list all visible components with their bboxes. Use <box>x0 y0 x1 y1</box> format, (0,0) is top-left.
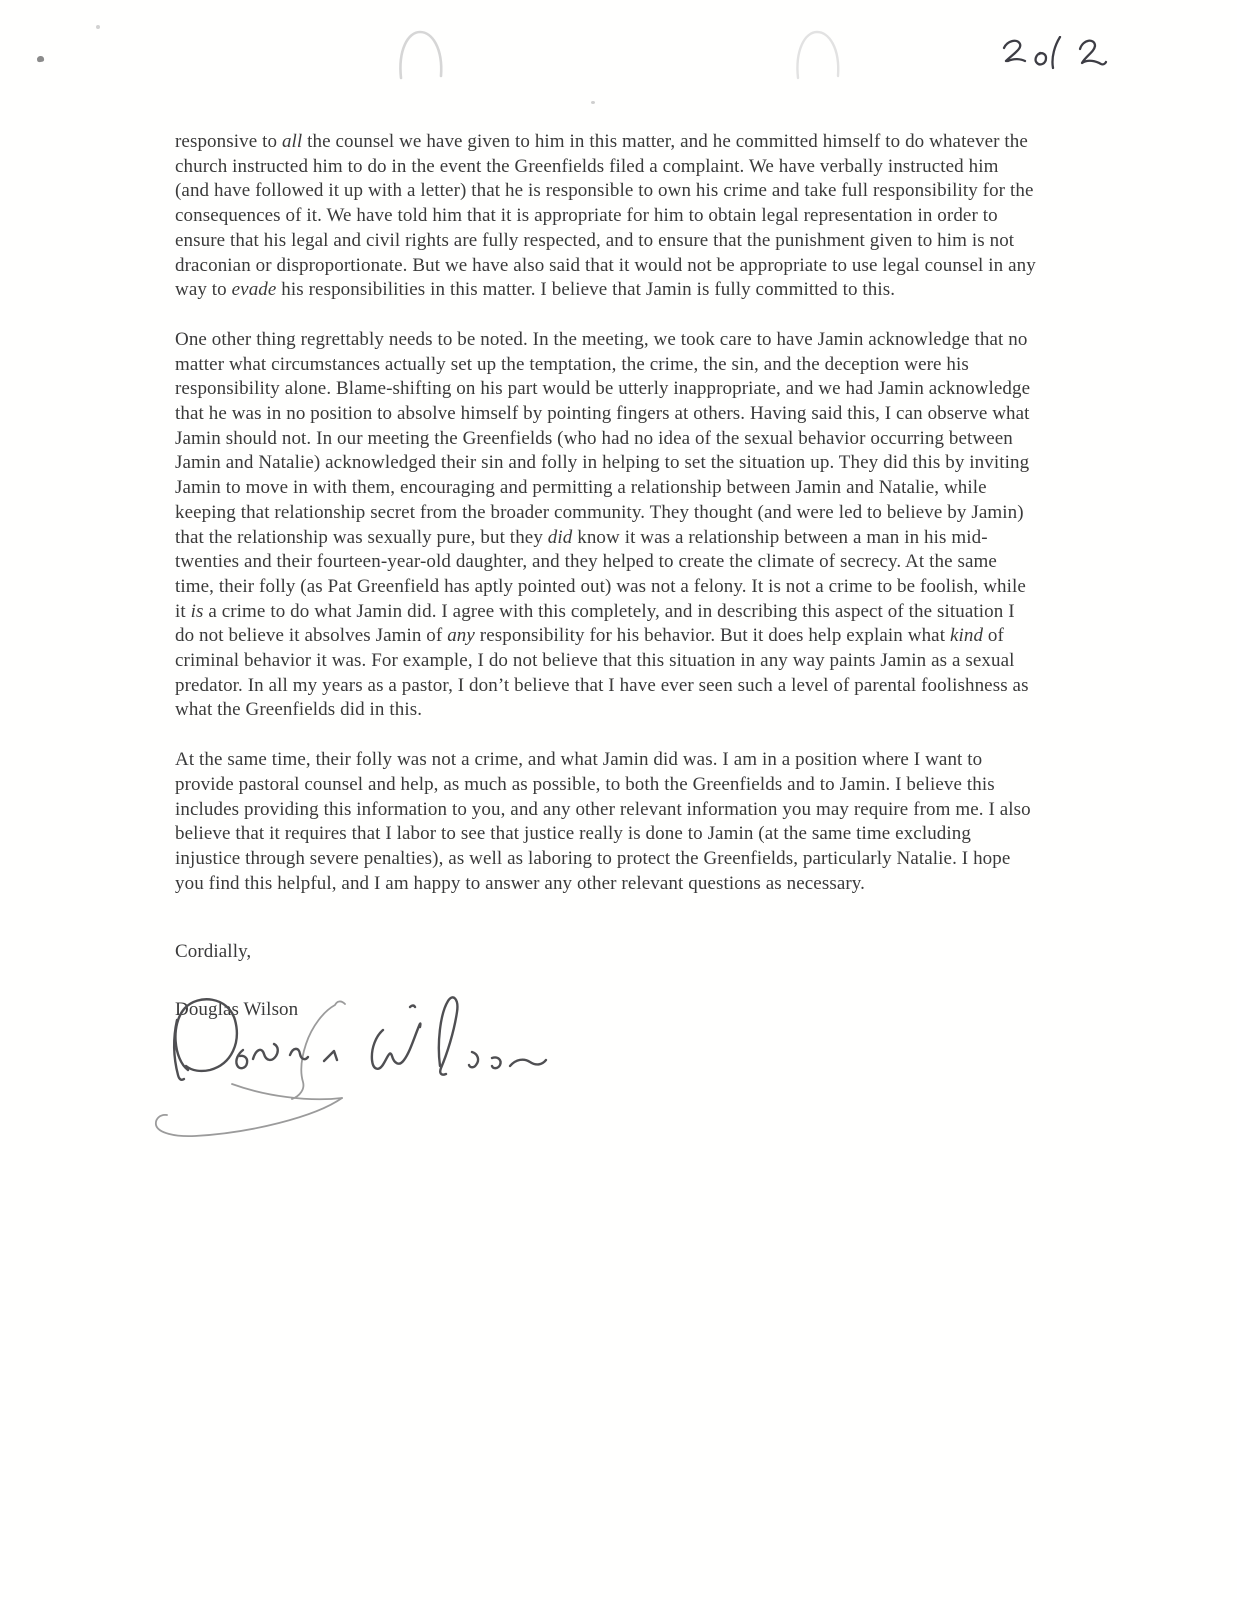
scan-speck <box>96 25 100 29</box>
signer-name: Douglas Wilson <box>175 999 299 1021</box>
scan-speck <box>591 101 595 104</box>
letter-paragraph-1: responsive to all the counsel we have given to him in this matter, and he committed himself to do whatever the church instructed him to do in the event the Greenfields filed a complaint. We have verbally instructed him (and have followed it up with a letter) that he is responsible to own his crime and take full responsibility for the consequences of it. We have told him that it is appropriate for him to obtain legal representation in order to ensure that his legal and civil rights are fully respected, and to ensure that the punishment given to him is not draconian or disproportionate. But we have also said that it would not be appropriate to use legal counsel in any way to evade his responsibilities in this matter. I believe that Jamin is fully committed to this. <box>175 131 1036 301</box>
letter-body <box>175 130 1037 1023</box>
closing-salutation: Cordially, <box>175 941 252 963</box>
handwritten-page-number <box>998 36 1113 86</box>
hole-punch-mark-right <box>793 28 845 84</box>
scan-speck <box>37 56 45 63</box>
closing-block <box>175 940 1037 1022</box>
hole-punch-mark-left <box>396 28 448 84</box>
letter-paragraph-3: At the same time, their folly was not a crime, and what Jamin did was. I am in a position where I want to provide pastoral counsel and help, as much as possible, to both the Greenfields and to Jamin. I believe this includes providing this information to you, and any other relevant information you may require from me. I also believe that it requires that I labor to see that justice really is done to Jamin (at the same time excluding injustice through severe penalties), as well as laboring to protect the Greenfields, particularly Natalie. I hope you find this helpful, and I am happy to answer any other relevant questions as necessary. <box>175 749 1031 894</box>
letter-paragraph-2: One other thing regrettably needs to be noted. In the meeting, we took care to have Jamin acknowledge that no matter what circumstances actually set up the temptation, the crime, the sin, and the deception were his responsibility alone. Blame-shifting on his part would be utterly inappropriate, and we had Jamin acknowledge that he was in no position to absolve himself by pointing fingers at others. Having said this, I can observe what Jamin should not. In our meeting the Greenfields (who had no idea of the sexual behavior occurring between Jamin and Natalie) acknowledged their sin and folly in helping to set the situation up. They did this by inviting Jamin to move in with them, encouraging and permitting a relationship between Jamin and Natalie, while keeping that relationship secret from the broader community. They thought (and were led to believe by Jamin) that the relationship was sexually pure, but they did know it was a relationship between a man in his mid-twenties and their fourteen-year-old daughter, and they helped to create the climate of secrecy. At the same time, their folly (as Pat Greenfield has aptly pointed out) was not a felony. It is not a crime to be foolish, while it is a crime to do what Jamin did. I agree with this completely, and in describing this aspect of the situation I do not believe it absolves Jamin of any responsibility for his behavior. But it does help explain what kind of criminal behavior it was. For example, I do not believe that this situation in any way paints Jamin as a sexual predator. In all my years as a pastor, I don’t believe that I have ever seen such a level of parental foolishness as what the Greenfields did in this. <box>175 328 1031 721</box>
